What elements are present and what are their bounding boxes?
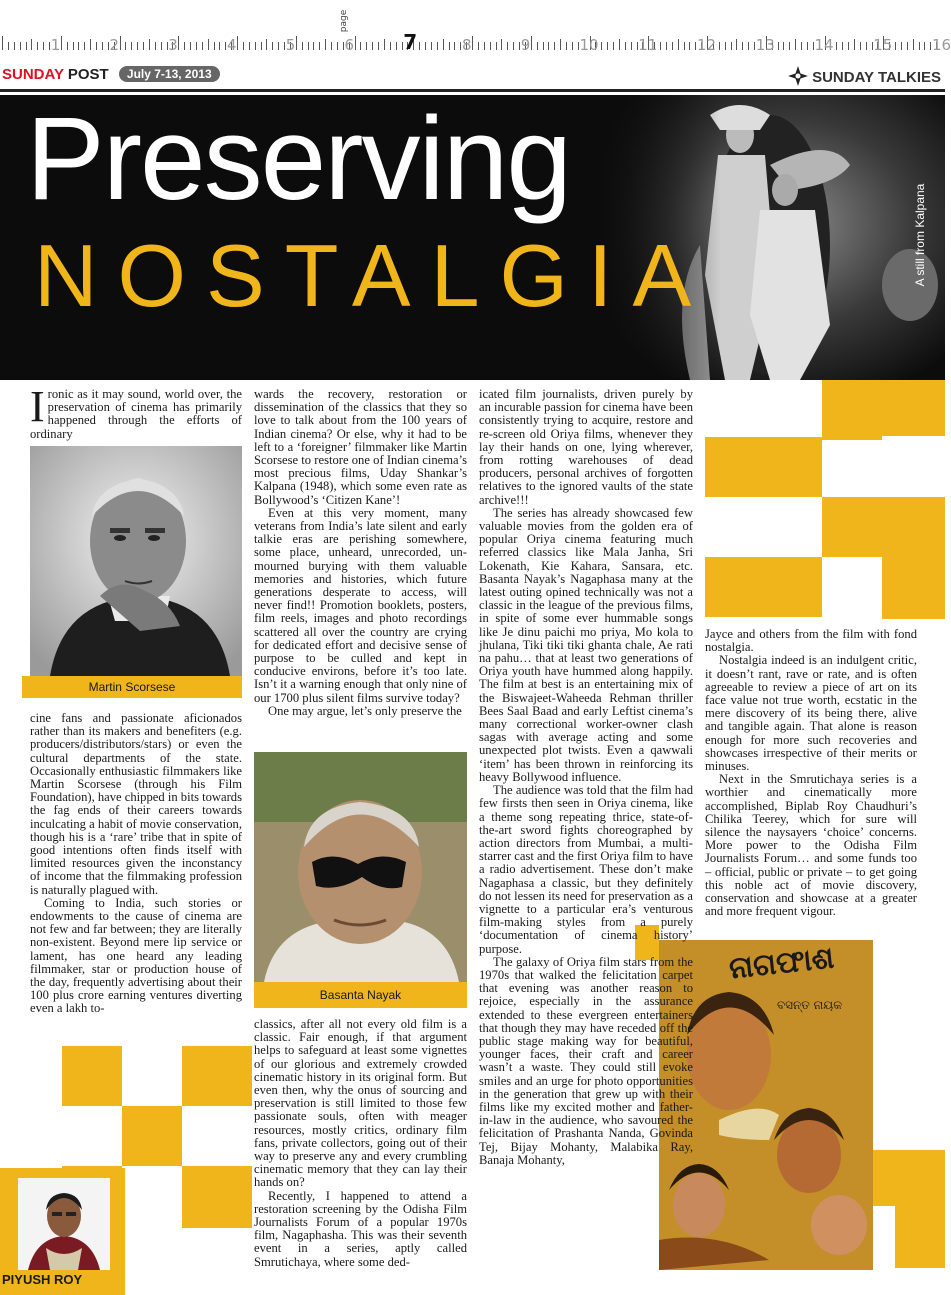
ruler-number: 11 bbox=[638, 36, 658, 54]
deco-square bbox=[882, 497, 945, 557]
ruler-tick bbox=[8, 42, 9, 50]
ruler-tick bbox=[866, 42, 867, 50]
author-portrait bbox=[18, 1178, 110, 1270]
deco-square bbox=[705, 557, 763, 617]
ruler-tick bbox=[237, 36, 238, 50]
ruler-tick bbox=[384, 39, 385, 50]
ruler-tick bbox=[490, 42, 491, 50]
section-name: SUNDAY TALKIES bbox=[812, 69, 941, 86]
ruler-tick bbox=[848, 42, 849, 50]
deco-square bbox=[182, 1166, 252, 1228]
compass-star-icon bbox=[788, 66, 808, 86]
ruler-tick bbox=[155, 42, 156, 50]
paragraph: Coming to India, such stories or endowments to the cause of cinema are not few and far between; they are literally non-existent. Beyond mere lip service or lament, has one heard any leading filmmaker, star or production house of the day, frequently advertising about their 100 plus crore earning ventures diverting even a lakh to- bbox=[30, 895, 242, 1016]
column-4 bbox=[705, 628, 917, 918]
ruler-tick bbox=[513, 42, 514, 50]
ruler-tick bbox=[90, 39, 91, 50]
deco-square bbox=[763, 557, 822, 617]
ruler-tick bbox=[672, 42, 673, 50]
ruler-tick bbox=[560, 39, 561, 50]
deco-square bbox=[705, 437, 763, 497]
ruler-tick bbox=[660, 42, 661, 50]
caption-scorsese: Martin Scorsese bbox=[22, 676, 242, 698]
ruler-tick bbox=[924, 42, 925, 50]
ruler-tick bbox=[143, 42, 144, 50]
paragraph: Nostalgia indeed is an indulgent critic, it doesn’t rant, rave or rate, and is often agreeable to review a piece of art on its face value not true worth, ecstatic in the mere discovery of its being there, alive and tangible again. That alone is reason enough for more such recoveries and showcases irrespective of their merits or minuses. bbox=[705, 653, 917, 774]
drop-cap: I bbox=[30, 382, 45, 431]
ruler-page-label: page bbox=[338, 9, 349, 33]
ruler-tick bbox=[613, 42, 614, 50]
ruler-tick bbox=[255, 42, 256, 50]
photo-credit bbox=[905, 175, 935, 295]
ruler-tick bbox=[61, 36, 62, 50]
paragraph: Jayce and others from the film with fond nostalgia. bbox=[705, 627, 917, 655]
ruler-tick bbox=[478, 42, 479, 50]
deco-square bbox=[895, 1206, 945, 1268]
ruler-number: 8 bbox=[462, 36, 472, 54]
poster-title: ନାଗଫାଶ bbox=[727, 940, 836, 987]
ruler-tick bbox=[20, 42, 21, 50]
ruler-tick bbox=[337, 42, 338, 50]
ruler-tick bbox=[360, 42, 361, 50]
ruler-tick bbox=[842, 42, 843, 50]
poster-credit: ବସନ୍ତ ନାୟକ bbox=[777, 998, 843, 1012]
brand-sunday: SUNDAY bbox=[2, 66, 64, 83]
ruler-tick bbox=[566, 42, 567, 50]
ruler-tick bbox=[731, 42, 732, 50]
ruler-tick bbox=[261, 42, 262, 50]
ruler-tick bbox=[507, 42, 508, 50]
ruler-tick bbox=[278, 42, 279, 50]
ruler-tick bbox=[431, 42, 432, 50]
ruler-tick bbox=[543, 42, 544, 50]
ruler-tick bbox=[913, 39, 914, 50]
ruler-tick bbox=[396, 42, 397, 50]
column-1-top bbox=[30, 382, 242, 441]
ruler-tick bbox=[836, 42, 837, 50]
lead-text: ronic as it may sound, world over, the preservation of cinema has primarily happened through the efforts of ordinary bbox=[30, 387, 242, 441]
ruler-tick bbox=[619, 39, 620, 50]
ruler-tick bbox=[161, 42, 162, 50]
paragraph: Recently, I happened to attend a restoration screening by the Odisha Film Journalists Forum of a popular 1970s film, Nagaphasha. This was their seventh event in a series, aptly called Smrutichaya, where some ded- bbox=[254, 1188, 467, 1269]
ruler-tick bbox=[31, 39, 32, 50]
ruler-tick bbox=[184, 42, 185, 50]
ruler-tick bbox=[178, 36, 179, 50]
paragraph: icated film journalists, driven purely by an incurable passion for cinema have been consistently trying to acquire, restore and re-screen old Oriya films, whenever they lay their hands on one, lying wherever, from rotting warehouses of dead producers, personal archives of forgotten relatives to the ignored vaults of the state archive!!! bbox=[479, 387, 694, 507]
ruler-tick bbox=[196, 42, 197, 50]
ruler-tick bbox=[125, 42, 126, 50]
photo-credit-text: A still from Kalpana bbox=[913, 183, 927, 287]
ruler-tick bbox=[789, 42, 790, 50]
ruler-tick bbox=[736, 39, 737, 50]
ruler-tick bbox=[296, 36, 297, 50]
ruler-number: 13 bbox=[755, 36, 775, 54]
ruler-number: 9 bbox=[520, 36, 531, 54]
ruler-tick bbox=[919, 42, 920, 50]
ruler-tick bbox=[272, 42, 273, 50]
ruler-tick bbox=[302, 42, 303, 50]
ruler-tick bbox=[219, 42, 220, 50]
ruler-tick bbox=[249, 42, 250, 50]
deco-square bbox=[822, 380, 882, 440]
paragraph: The galaxy of Oriya film stars from the 1970s that walked the felicitation carpet that evening was another reason to rejoice, especially in the assurance extended to these evergreen entertainers that though they may have receded off the public stage making way for beautiful, younger faces, their craft and career wasn’t a waste. They could still evoke smiles and an urge for photo opportunities in the generation that grew up with their films like my excited mother and father-in-law in the audience, who savoured the felicitation of Prashanta Nanda, Govinda Tej, Bijay Mohanty, Malabika Ray, Banaja Mohanty, bbox=[479, 954, 693, 1167]
ruler-tick bbox=[96, 42, 97, 50]
paragraph: wards the recovery, restoration or dissemination of the classics that they so love to talk about from the 100 years of Indian cinema? Or else, why it had to be left to a ‘foreigner’ filmmaker like Martin Scorsese to restore one of Indian cinema’s most precious films, Uday Shankar’s Kalpana (1948), which some even rate as Bollywood’s ‘Citizen Kane’! bbox=[254, 387, 467, 507]
ruler-tick bbox=[419, 42, 420, 50]
headline-line2: NOSTALGIA bbox=[34, 226, 712, 325]
ruler-number: 3 bbox=[168, 36, 178, 54]
paragraph: Next in the Smrutichaya series is a worthier and cinematically more accomplished, Biplab Roy Chaudhuri’s Chilika Teerey, which for sure will silence the naysayers ‘choice’ concerns. More power to the Odisha Film Journalists Forum… and some funds too – official, public or private – to get going this noble act of movie discovery, conservation and showcase at a greater and more frequent vigour. bbox=[705, 772, 917, 919]
ruler-tick bbox=[372, 42, 373, 50]
caption-nayak: Basanta Nayak bbox=[254, 982, 467, 1008]
ruler-tick bbox=[190, 42, 191, 50]
column-1-bottom bbox=[30, 712, 242, 1016]
ruler-tick bbox=[601, 42, 602, 50]
deco-square bbox=[62, 1046, 122, 1106]
ruler-number: 7 bbox=[403, 30, 418, 54]
ruler-tick bbox=[684, 42, 685, 50]
ruler-tick bbox=[454, 42, 455, 50]
deco-square bbox=[763, 437, 822, 497]
deco-square bbox=[182, 1046, 252, 1106]
ruler-tick bbox=[14, 42, 15, 50]
ruler-tick bbox=[355, 36, 356, 50]
ruler-tick bbox=[854, 39, 855, 50]
ruler-tick bbox=[795, 39, 796, 50]
ruler-tick bbox=[807, 42, 808, 50]
ruler-tick bbox=[325, 39, 326, 50]
portrait-image bbox=[254, 752, 467, 982]
brand-post: POST bbox=[67, 66, 109, 83]
deco-square bbox=[822, 497, 882, 557]
ruler-tick bbox=[449, 42, 450, 50]
column-3 bbox=[479, 388, 693, 1167]
ruler-tick bbox=[331, 42, 332, 50]
ruler-tick bbox=[501, 39, 502, 50]
paragraph: Even at this very moment, many veterans from India’s late silent and early talkie eras are perishing somewhere, some place, unheard, unrecorded, un-mourned burying with them valuable memories and histories, which future generations desperate to access, will never find!! Promotion booklets, posters, film reels, images and photo recordings scattered all over the country are crying for dedicated effort and decisive sense of purpose to be culled and kept in conducive environs, before it’s too late. Isn’t it a warning enough that only nine of our 1700 plus silent films survive today? bbox=[254, 505, 467, 705]
ruler-tick bbox=[308, 42, 309, 50]
lead-paragraph bbox=[30, 382, 242, 441]
ruler-tick bbox=[243, 42, 244, 50]
ruler-tick bbox=[689, 42, 690, 50]
ruler-tick bbox=[778, 42, 779, 50]
ruler-tick bbox=[37, 42, 38, 50]
author-photo bbox=[18, 1178, 110, 1270]
ruler-number: 14 bbox=[814, 36, 834, 54]
ruler-tick bbox=[625, 42, 626, 50]
ruler-number: 6 bbox=[344, 36, 355, 54]
ruler-tick bbox=[390, 42, 391, 50]
ruler-tick bbox=[425, 42, 426, 50]
deco-square bbox=[882, 380, 945, 436]
ruler-tick bbox=[78, 42, 79, 50]
ruler-tick bbox=[537, 42, 538, 50]
ruler-tick bbox=[266, 39, 267, 50]
ruler-tick bbox=[378, 42, 379, 50]
deco-square bbox=[882, 557, 945, 619]
ruler-tick bbox=[437, 42, 438, 50]
paragraph: classics, after all not every old film is a classic. Fair enough, if that argument helps to safeguard at least some vignettes of our glorious and extremely crowded cinematic history in its original form. But even then, why the onus of sourcing and preservation is still limited to those few passionate souls, often with meager resources, mostly critics, ordinary film fans, private collectors, going out of their way to preserve any and every crumbling cinematic memory that they can lay their hands on? bbox=[254, 1017, 467, 1190]
deco-square bbox=[122, 1106, 182, 1166]
ruler-tick bbox=[73, 42, 74, 50]
ruler-number: 4 bbox=[227, 36, 237, 54]
ruler-tick bbox=[548, 42, 549, 50]
ruler-tick bbox=[607, 42, 608, 50]
ruler-tick bbox=[901, 42, 902, 50]
portrait-image bbox=[30, 446, 242, 676]
ruler-tick bbox=[313, 42, 314, 50]
ruler-number: 15 bbox=[873, 36, 893, 54]
ruler-tick bbox=[214, 42, 215, 50]
ruler-tick bbox=[319, 42, 320, 50]
ruler-tick bbox=[120, 36, 121, 50]
paragraph: The series has already showcased few valuable movies from the golden era of popular Oriya cinema featuring much referred classics like Mala Janha, Sri Lokenath, Kie Kahara, Sansara, etc. Basanta Nayak’s Nagaphasa many at the latest outing opined technically was not a classic in the league of the previous films, in spite of some ever hummable songs like Je dinu paichi mo priya, Mo kola to jhulana, Tiki tiki tiki ghanta chale, Ae rati na pahu… that at least two generations of Oriya youth have hummed along happily. The film at best is an entertaining mix of the Biswajeet-Waheeda Rehman thriller Bees Saal Baad and early Leftist cinema’s many correctional worker-owner clash sagas with average acting and some unexpected plot twists. Even a qawwali ‘item’ has been thrown in reinforcing its heavy Bollywood influence. bbox=[479, 505, 693, 784]
ruler-number: 10 bbox=[579, 36, 599, 54]
ruler-number: 12 bbox=[697, 36, 717, 54]
ruler-tick bbox=[131, 42, 132, 50]
deco-square bbox=[873, 1150, 945, 1206]
ruler-tick bbox=[443, 39, 444, 50]
ruler-tick bbox=[554, 42, 555, 50]
ruler-tick bbox=[783, 42, 784, 50]
ruler-tick bbox=[801, 42, 802, 50]
ruler-number: 1 bbox=[50, 36, 61, 54]
ruler-tick bbox=[666, 42, 667, 50]
ruler-number: 2 bbox=[109, 36, 120, 54]
page-ruler bbox=[0, 0, 951, 56]
ruler-tick bbox=[678, 39, 679, 50]
ruler-tick bbox=[84, 42, 85, 50]
martin-scorsese-photo bbox=[30, 446, 242, 676]
basanta-nayak-photo bbox=[254, 752, 467, 982]
ruler-tick bbox=[725, 42, 726, 50]
paragraph: The audience was told that the film had few firsts then seen in Oriya cinema, like a theme song repeating thrice, state-of-the-art sword fights choreographed by action directors from Mumbai, a multi-starrer cast and the first Oriya film to have a radio advertisement. These don’t make Nagaphasa a classic, but they definitely do not lessen its need for preservation as a vignette to a particular era’s venturous film-making styles from a purely ‘documentation of cinema history’ purpose. bbox=[479, 783, 694, 956]
ruler-tick bbox=[202, 42, 203, 50]
ruler-tick bbox=[484, 42, 485, 50]
author-name: PIYUSH ROY bbox=[2, 1272, 83, 1287]
ruler-tick bbox=[67, 42, 68, 50]
ruler-tick bbox=[631, 42, 632, 50]
paragraph: One may argue, let’s only preserve the bbox=[268, 703, 462, 718]
ruler-tick bbox=[719, 42, 720, 50]
ruler-tick bbox=[472, 36, 473, 50]
ruler-tick bbox=[43, 42, 44, 50]
paragraph: cine fans and passionate aficionados rather than its makers and benefiters (e.g. producers/distributors/stars) or even the cultural departments of the state. Occasionally enthusiastic filmmakers like Martin Scorsese (through his Film Foundation), have chipped in bits towards the fag ends of their careers towards inculcating a habit of movie conservation, though his is a ‘rare’ tribe that in spite of good intentions often finds itself with limited resources given the inconstancy of income that the filmmaking profession is naturally plagued with. bbox=[30, 711, 242, 897]
ruler-number: 16 bbox=[932, 36, 951, 54]
ruler-tick bbox=[531, 36, 532, 50]
ruler-tick bbox=[26, 42, 27, 50]
header-rule bbox=[0, 89, 945, 92]
ruler-tick bbox=[102, 42, 103, 50]
headline-line1: Preserving bbox=[26, 93, 571, 225]
ruler-tick bbox=[496, 42, 497, 50]
ruler-tick bbox=[748, 42, 749, 50]
ruler-tick bbox=[907, 42, 908, 50]
column-2-bottom bbox=[254, 1018, 467, 1269]
ruler-number: 5 bbox=[285, 36, 296, 54]
ruler-tick bbox=[366, 42, 367, 50]
ruler-tick bbox=[572, 42, 573, 50]
ruler-tick bbox=[137, 42, 138, 50]
section-label bbox=[788, 66, 941, 86]
masthead bbox=[2, 66, 220, 83]
ruler-tick bbox=[208, 39, 209, 50]
issue-date-badge: July 7-13, 2013 bbox=[119, 66, 220, 82]
ruler-tick bbox=[2, 36, 3, 50]
ruler-tick bbox=[149, 39, 150, 50]
ruler-tick bbox=[860, 42, 861, 50]
ruler-tick bbox=[895, 42, 896, 50]
column-2-top bbox=[254, 388, 467, 718]
ruler-tick bbox=[742, 42, 743, 50]
